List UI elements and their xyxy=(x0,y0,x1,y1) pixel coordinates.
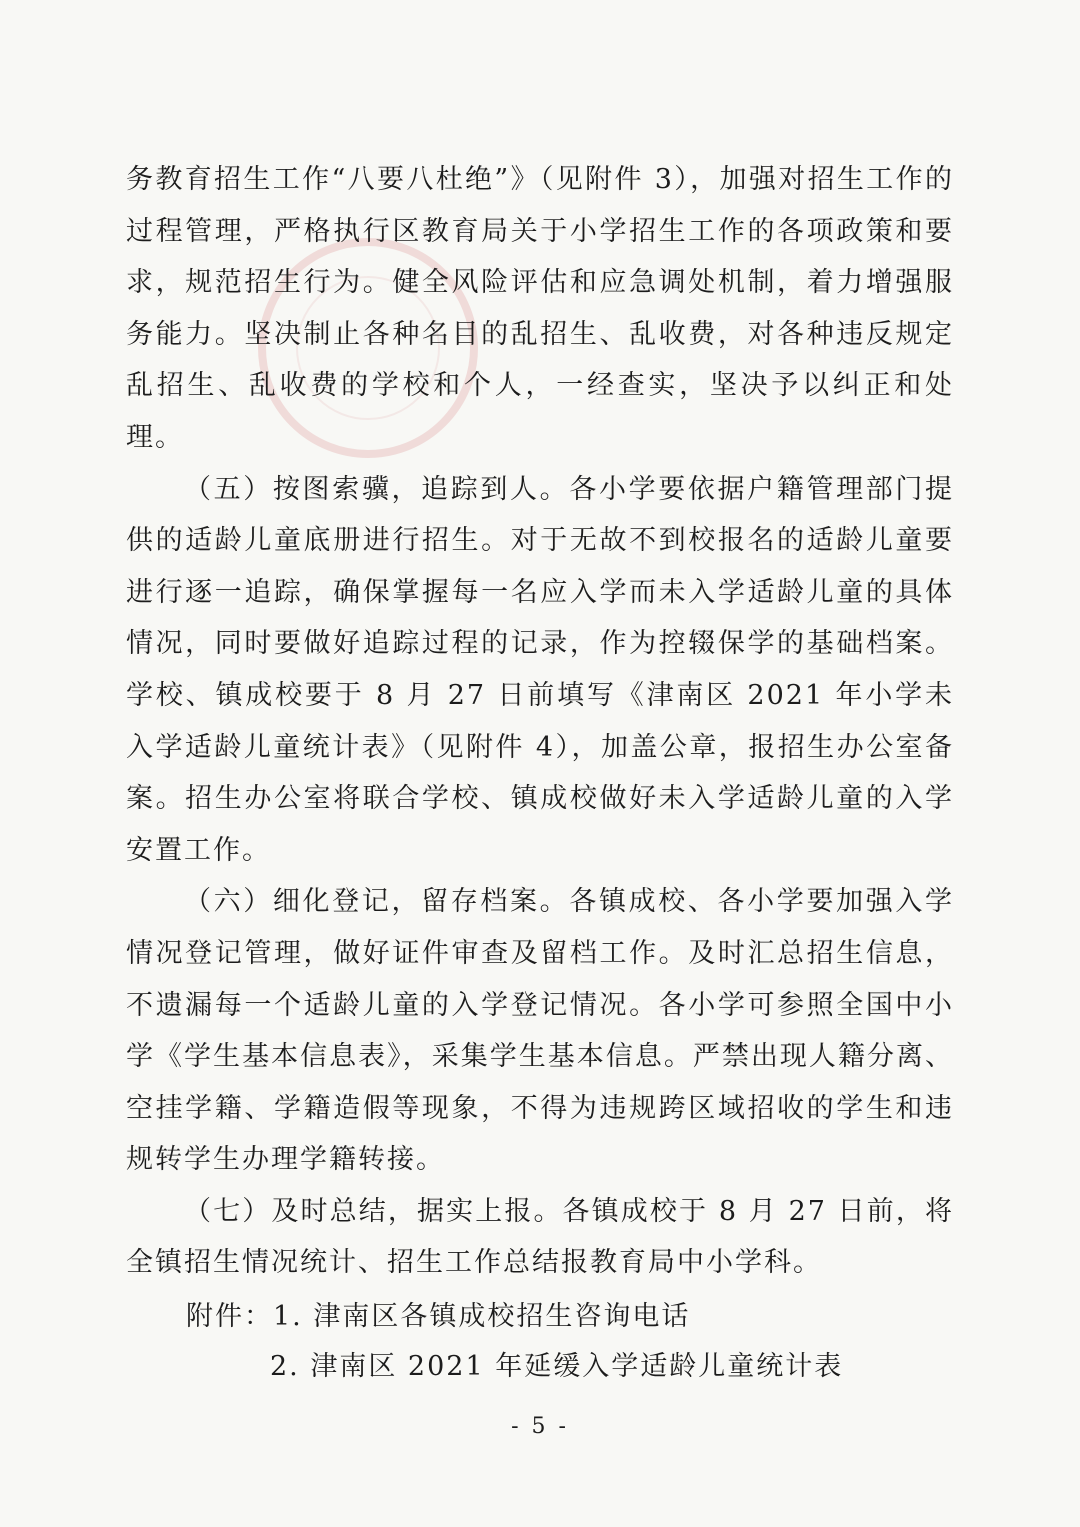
page-number: - 5 - xyxy=(511,1414,569,1439)
document-body xyxy=(126,154,954,1289)
attachments-label: 附件： xyxy=(186,1301,273,1332)
attachment-item-2: 2. 津南区 2021 年延缓入学适龄儿童统计表 xyxy=(270,1351,844,1382)
paragraph-section-5: （五）按图索骥，追踪到人。各小学要依据户籍管理部门提供的适龄儿童底册进行招生。对于无故不到校报名的适龄儿童要进行逐一追踪，确保掌握每一名应入学而未入学适龄儿童的具体情况，同时要做好追踪过程的记录，作为控辍保学的基础档案。学校、镇成校要于 8 月 27 日前填写《津南区 2021 年小学未入学适龄儿童统计表》（见附件 4），加盖公章，报招生办公室备案。招生办公室将联合学校、镇成校做好未入学适龄儿童的入学安置工作。 xyxy=(126,473,954,866)
attachment-row-2 xyxy=(186,1342,843,1392)
paragraph-section-6: （六）细化登记，留存档案。各镇成校、各小学要加强入学情况登记管理，做好证件审查及留档工作。及时汇总招生信息，不遗漏每一个适龄儿童的入学登记情况。各小学可参照全国中小学《学生基本信息表》，采集学生基本信息。严禁出现人籍分离、空挂学籍、学籍造假等现象，不得为违规跨区域招收的学生和违规转学生办理学籍转接。 xyxy=(126,886,954,1176)
attachment-row-1 xyxy=(186,1292,843,1342)
attachment-item-1: 1. 津南区各镇成校招生咨询电话 xyxy=(273,1301,691,1332)
paragraph-section-7: （七）及时总结，据实上报。各镇成校于 8 月 27 日前，将全镇招生情况统计、招生工作总结报教育局中小学科。 xyxy=(126,1195,954,1279)
paragraph-continuation: 务教育招生工作“八要八杜绝”》（见附件 3），加强对招生工作的过程管理，严格执行区教育局关于小学招生工作的各项政策和要求，规范招生行为。健全风险评估和应急调处机制，着力增强服务能力。坚决制止各种名目的乱招生、乱收费，对各种违反规定乱招生、乱收费的学校和个人，一经查实，坚决予以纠正和处理。 xyxy=(126,164,954,453)
attachments-list xyxy=(186,1292,843,1392)
